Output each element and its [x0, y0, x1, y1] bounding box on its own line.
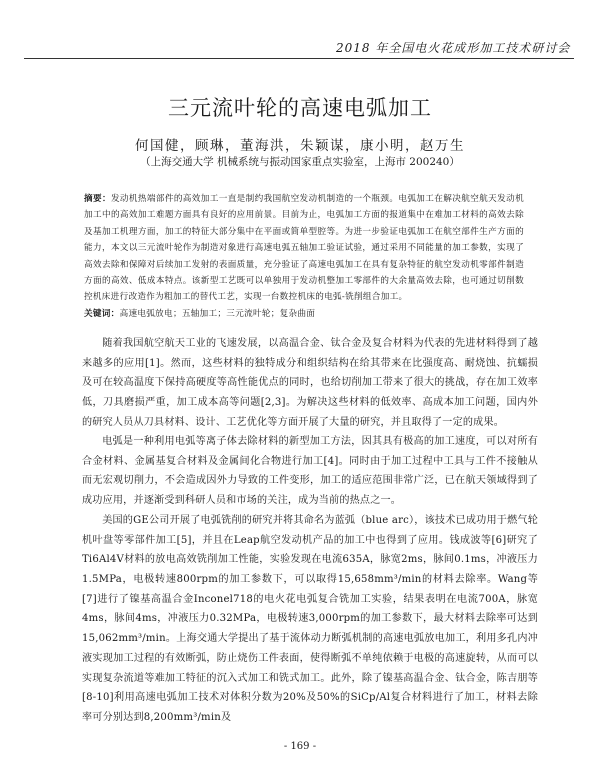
conference-header: 2018 年全国电火花成形加工技术研讨会 — [336, 41, 571, 55]
paragraph-text: 随着我国航空航天工业的飞速发展，以高温合金、钛合金及复合材料为代表的先进材料得到了越来越多的应用[1]。然而，这些材料的独特成分和组织结构在给其带来在比强度高、耐烧蚀、抗蠕损及可在较高温度下保持高硬度等高性能优点的同时，也给切削加工带来了很大的挑战，存在加工效率低，刀具磨损严重，加工成本高等问题[2,3]。为解决这些材料的低效率、高成本加工问题，国内外的研究人员从刀具材料、设计、工艺优化等方面开展了大量的研究，并且取得了一定的成果。 — [82, 338, 538, 428]
affiliation: （上海交通大学 机械系统与振动国家重点实验室，上海市 200240） — [140, 156, 460, 168]
author-list: 何国健，顾琳，董海洪，朱颖谋，康小明，赵万生 — [135, 138, 465, 154]
paper-title: 三元流叶轮的高速电弧加工 — [168, 96, 432, 120]
abstract-block — [84, 191, 524, 322]
keywords-label: 关键词： — [84, 308, 120, 319]
abstract-label: 摘要： — [84, 194, 111, 204]
paragraph-text: 电弧是一种利用电弧等离子体去除材料的新型加工方法，因其具有极高的加工速度，可以对所有合金材料、金属基复合材料及金属间化合物进行加工[4]。同时由于加工过程中工具与工件不接触从而无宏观切削力，不会造成因外力导致的工件变形，加工的适应范围非常广泛，已在航天领域得到了成功应用，并逐渐受到科研人员和市场的关注，成为当前的热点之一。 — [82, 436, 538, 507]
body-paragraph-2 — [82, 432, 538, 511]
header-divider — [24, 58, 574, 59]
abstract-text: 发动机热端部件的高效加工一直是制约我国航空发动机制造的一个瓶颈。电弧加工在解决航空航天发动机加工中的高效加工难题方面具有良好的应用前景。目前为止，电弧加工方面的报道集中在难加工材料的高效去除及基加工机理方面，加工的特征大部分集中在平面或简单型腔等。为进一步验证电弧加工在航空部件生产方面的能力，本文以三元流叶轮作为制造对象进行高速电弧五轴加工验证试验，通过采用不同能量的加工参数，实现了高效去除和保障对后续加工发射的表面质量，充分验证了高速电弧加工在具有复杂特征的航空发动机零部件制造方面的高效、低成本特点。该新型工艺既可以单独用于发动机整加工零部件的大余量高效去除，也可通过切削数控机床进行改造作为粗加工的替代工艺，实现一台数控机床的电弧-铣削组合加工。 — [84, 194, 524, 303]
paragraph-text: 美国的GE公司开展了电弧铣削的研究并将其命名为蓝弧（blue arc），该技术已成功用于燃气轮机叶盘等零部件加工[5]，并且在Leap航空发动机产品的加工中也得到了应用。钱成波等[6]研究了Ti6Al4V材料的放电高效铣削加工性能，实验发现在电流635A，脉宽2ms，脉间0.1ms，冲液压力1.5MPa，电极转速800rpm的加工参数下，可以取得15,658mm³/min的材料去除率。Wang等[7]进行了镍基高温合金Inconel718的电火花电弧复合铣加工实验，结果表明在电流700A，脉宽4ms，脉间4ms，冲液压力0.32MPa，电极转速3,000rpm的加工参数下，最大材料去除率可达到15,062mm³/min。上海交通大学提出了基于流体动力断弧机制的高速电弧放电加工，利用多孔内冲液实现加工过程的有效断弧，防止烧伤工件表面，使得断弧不单纯依赖于电极的高速旋转，从而可以实现复杂流道等难加工特征的沉入式加工和铣式加工。此外，除了镍基高温合金、钛合金，陈吉朋等[8-10]利用高速电弧加工技术对体积分数为20%及50%的SiCp/Al复合材料进行了加工，材料去除率可分别达到8,200mm³/min及 — [82, 515, 538, 723]
page-number: - 169 - — [283, 741, 317, 752]
body-paragraph-1 — [82, 334, 538, 432]
body-paragraph-3 — [82, 511, 538, 728]
keywords-text: 高速电弧放电；五轴加工；三元流叶轮；复杂曲面 — [119, 308, 316, 319]
